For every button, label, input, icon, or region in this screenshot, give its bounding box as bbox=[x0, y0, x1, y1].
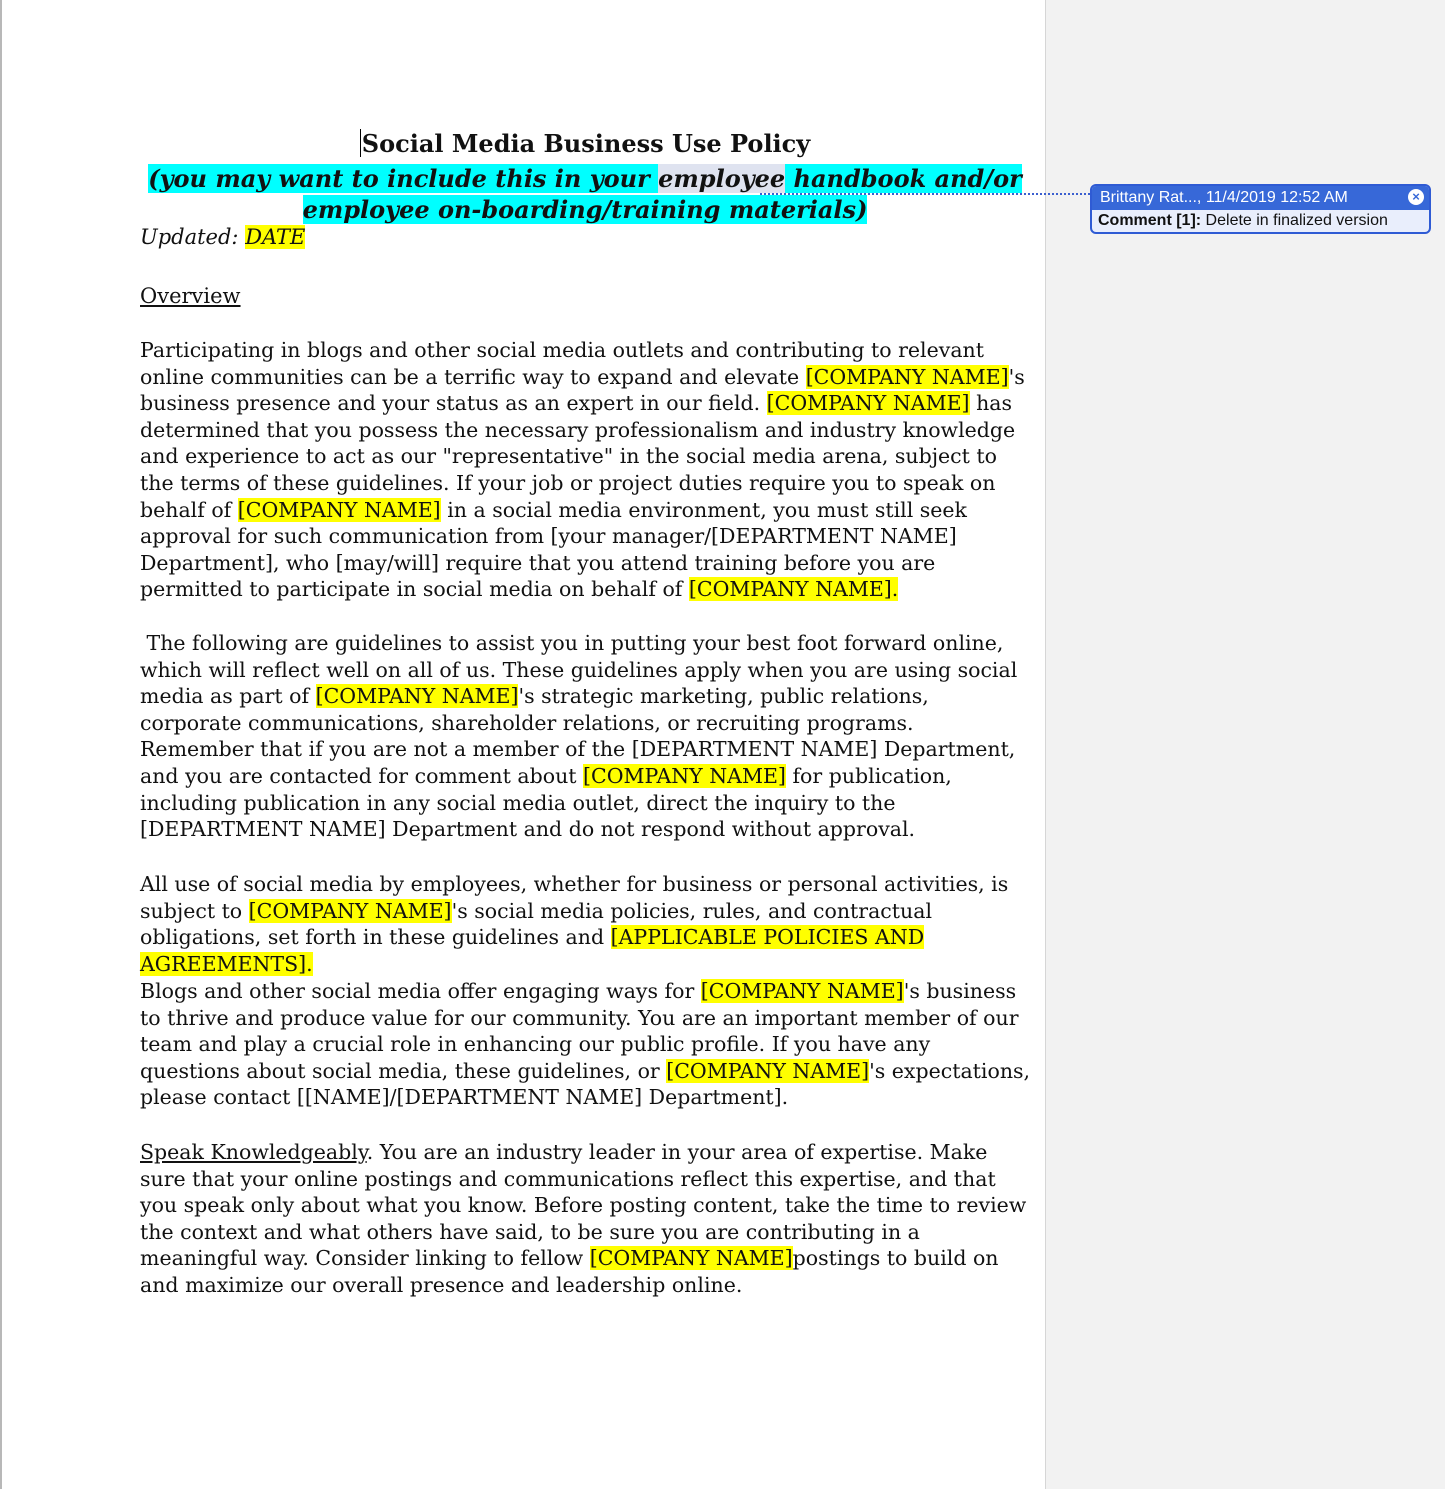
overview-heading: Overview bbox=[140, 284, 241, 308]
subtitle-text: (you may want to include this in your employee handbook and/or bbox=[148, 164, 1022, 193]
speak-knowledgeably-heading: Speak Knowledgeably bbox=[140, 1140, 367, 1164]
comment-body[interactable] bbox=[1092, 210, 1429, 232]
document-title: Social Media Business Use Policy bbox=[361, 129, 811, 158]
placeholder-company-name: [COMPANY NAME] bbox=[666, 1058, 870, 1083]
date-placeholder: DATE bbox=[245, 225, 306, 249]
comment-author-date: Brittany Rat..., 11/4/2019 12:52 AM bbox=[1100, 189, 1348, 206]
placeholder-company-name: [COMPANY NAME] bbox=[583, 763, 786, 788]
document-page[interactable] bbox=[2, 0, 1045, 1489]
placeholder-company-name: [COMPANY NAME] bbox=[766, 391, 970, 416]
paragraph-5: Speak Knowledgeably. You are an industry leader in your area of expertise. Make sure that your online postings and communications reflect this expertise, and that you speak only about what you know. Before posting content, take the time to review the context and what others have said, to be sure you are contributing in a meaningful way. Consider linking to fellow [COMPANY NAME]postings to build on and maximize our overall presence and leadership online. bbox=[140, 1140, 1027, 1297]
placeholder-company-name: [COMPANY NAME]. bbox=[688, 577, 899, 602]
paragraph-2: The following are guidelines to assist you in putting your best foot forward online, which will reflect well on all of us. These guidelines apply when you are using social media as part of [COMPANY NAME]'s strategic marketing, public relations, corporate communications, shareholder relations, or recruiting programs. Remember that if you are not a member of the [DEPARTMENT NAME] Department, and you are contacted for comment about [COMPANY NAME] for publication, including publication in any social media outlet, direct the inquiry to the [DEPARTMENT NAME] Department and do not respond without approval. bbox=[140, 631, 1018, 842]
placeholder-company-name: [COMPANY NAME] bbox=[589, 1246, 793, 1271]
paragraph-1: Participating in blogs and other social media outlets and contributing to relevant online communities can be a terrific way to expand and elevate [COMPANY NAME]'s business presence and your status as an expert in our field. [COMPANY NAME] has determined that you possess the necessary professionalism and industry knowledge and experience to act as our "representative" in the social media arena, subject to the terms of these guidelines. If your job or project duties require you to speak on behalf of [COMPANY NAME] in a social media environment, you must still seek approval for such communication from [your manager/[DEPARTMENT NAME] Department], who [may/will] require that you attend training before you are permitted to participate in social media on behalf of [COMPANY NAME]. bbox=[140, 338, 1025, 602]
placeholder-policies: [APPLICABLE POLICIES AND AGREEMENTS]. bbox=[140, 925, 925, 976]
updated-line: Updated: DATE bbox=[140, 225, 306, 249]
placeholder-company-name: [COMPANY NAME] bbox=[248, 898, 452, 923]
text-cursor bbox=[360, 129, 361, 157]
placeholder-company-name: [COMPANY NAME] bbox=[700, 979, 904, 1003]
comment-label: Comment [1]: bbox=[1098, 212, 1202, 229]
comment-balloon[interactable] bbox=[1090, 184, 1431, 234]
subtitle-line2: employee on-boarding/training materials) bbox=[302, 195, 868, 224]
paragraph-3: All use of social media by employees, whether for business or personal activities, is subject to [COMPANY NAME]'s social media policies, rules, and contractual obligations, set forth in these guidelines and [APPLICABLE POLICIES AND AGREEMENTS]. bbox=[140, 872, 1009, 976]
comment-text: Delete in finalized version bbox=[1201, 212, 1388, 229]
selected-word[interactable]: employee bbox=[658, 164, 786, 193]
placeholder-company-name: [COMPANY NAME] bbox=[237, 497, 441, 522]
placeholder-company-name: [COMPANY NAME] bbox=[315, 684, 519, 709]
close-icon[interactable]: × bbox=[1408, 189, 1424, 205]
placeholder-company-name: [COMPANY NAME] bbox=[805, 364, 1009, 389]
comment-header bbox=[1092, 186, 1429, 210]
paragraph-4: Blogs and other social media offer engaging ways for [COMPANY NAME]'s business to thrive and produce value for our community. You are an important member of our team and play a crucial role in enhancing our public profile. If you have any questions about social media, these guidelines, or [COMPANY NAME]'s expectations, please contact [[NAME]/[DEPARTMENT NAME] Department]. bbox=[140, 979, 1031, 1110]
comment-connector-line bbox=[760, 193, 1090, 195]
